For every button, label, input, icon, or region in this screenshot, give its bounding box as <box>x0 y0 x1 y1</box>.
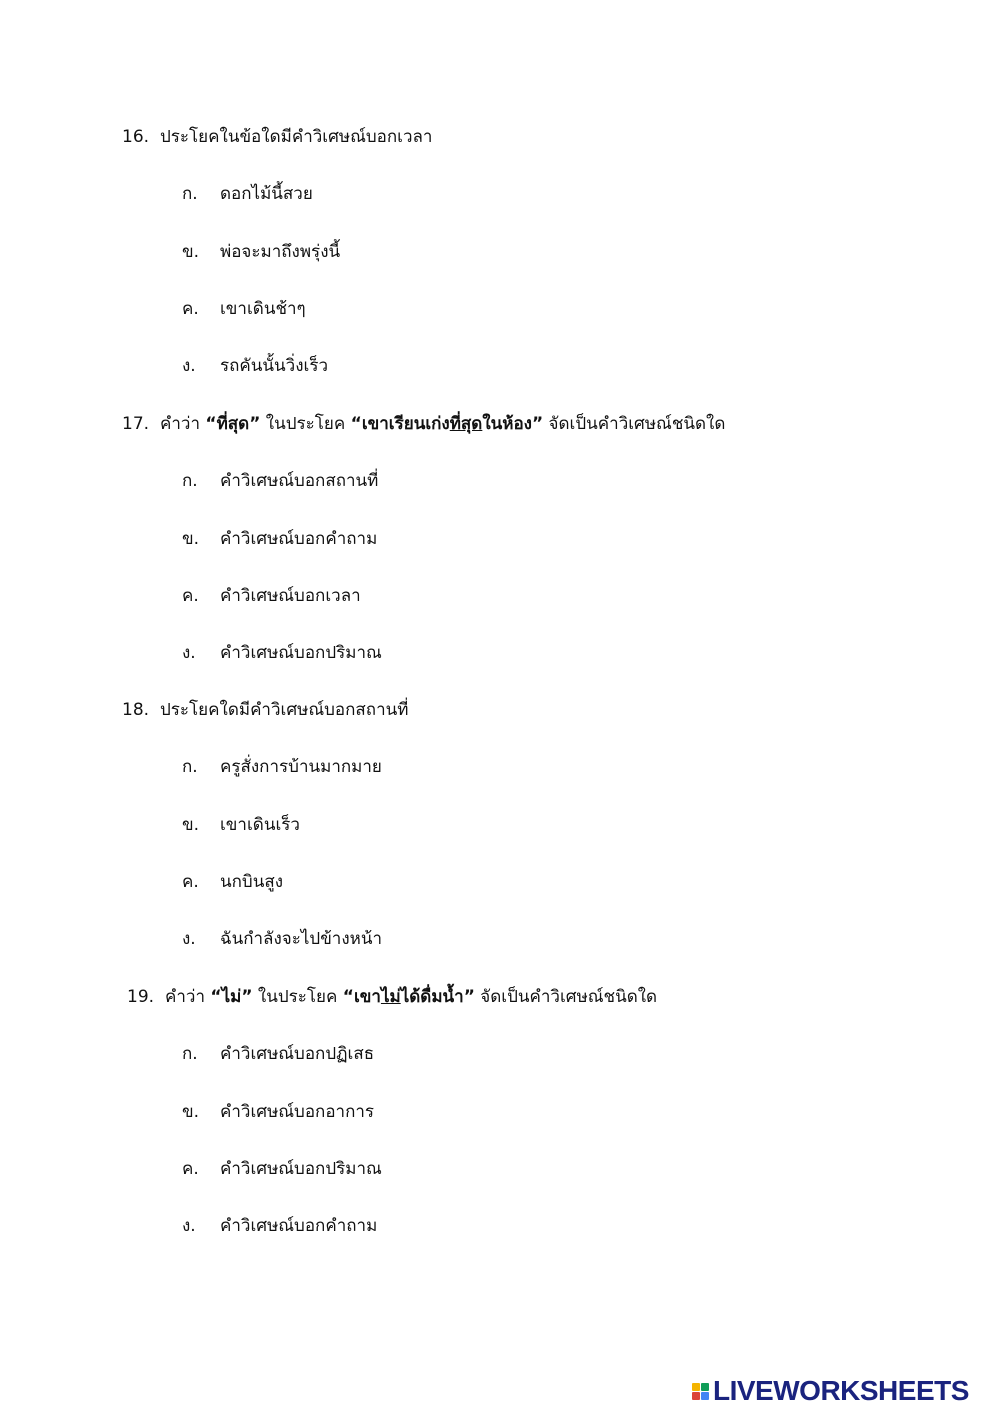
option-label: ค. <box>182 1159 199 1179</box>
answer-option[interactable] <box>182 469 378 493</box>
option-text: คำวิเศษณ์บอกคำถาม <box>220 1216 378 1236</box>
option-label: ง. <box>182 356 196 376</box>
answer-option[interactable] <box>182 1042 374 1066</box>
answer-option[interactable] <box>182 527 377 551</box>
question-17 <box>122 412 725 436</box>
option-text: เขาเดินเร็ว <box>220 815 300 835</box>
logo-square <box>692 1383 700 1391</box>
logo-squares-icon <box>692 1383 709 1400</box>
option-label: ข. <box>182 815 200 835</box>
option-text: รถคันนั้นวิ่งเร็ว <box>220 356 328 376</box>
question-number: 19. <box>127 987 155 1007</box>
question-text: ประโยคใดมีคำวิเศษณ์บอกสถานที่ <box>160 700 409 720</box>
option-label: ก. <box>182 757 198 777</box>
answer-option[interactable] <box>182 182 313 206</box>
option-text: ฉันกำลังจะไปข้างหน้า <box>220 929 383 949</box>
option-text: คำวิเศษณ์บอกปฏิเสธ <box>220 1044 375 1064</box>
option-label: ข. <box>182 529 200 549</box>
answer-option[interactable] <box>182 1157 382 1181</box>
option-label: ข. <box>182 1102 200 1122</box>
answer-option[interactable] <box>182 297 306 321</box>
option-label: ง. <box>182 1216 196 1236</box>
answer-option[interactable] <box>182 354 328 378</box>
answer-option[interactable] <box>182 813 300 837</box>
option-text: นกบินสูง <box>220 872 284 892</box>
answer-option[interactable] <box>182 240 340 264</box>
answer-option[interactable] <box>182 870 283 894</box>
option-text: คำวิเศษณ์บอกอาการ <box>220 1102 375 1122</box>
logo-text: LIVEWORKSHEETS <box>713 1375 969 1406</box>
logo-square <box>701 1392 709 1400</box>
question-19 <box>127 985 657 1009</box>
question-18 <box>122 698 408 722</box>
answer-option[interactable] <box>182 927 382 951</box>
option-text: ครูสั่งการบ้านมากมาย <box>220 757 382 777</box>
question-text: คำว่า “ที่สุด” ในประโยค “เขาเรียนเก่งที่สุดในห้อง” จัดเป็นคำวิเศษณ์ชนิดใด <box>160 414 726 434</box>
answer-option[interactable] <box>182 755 382 779</box>
answer-option[interactable] <box>182 641 382 665</box>
option-label: ง. <box>182 643 196 663</box>
option-label: ค. <box>182 872 199 892</box>
option-text: พ่อจะมาถึงพรุ่งนี้ <box>220 242 341 262</box>
option-text: ดอกไม้นี้สวย <box>220 184 313 204</box>
option-text: คำวิเศษณ์บอกคำถาม <box>220 529 378 549</box>
answer-option[interactable] <box>182 1100 374 1124</box>
option-label: ก. <box>182 1044 198 1064</box>
question-number: 18. <box>122 700 150 720</box>
answer-option[interactable] <box>182 584 361 608</box>
answer-option[interactable] <box>182 1214 377 1238</box>
option-label: ค. <box>182 586 199 606</box>
question-text: คำว่า “ไม่” ในประโยค “เขาไม่ได้ดื่มน้ำ” จัดเป็นคำวิเศษณ์ชนิดใด <box>165 987 658 1007</box>
logo-square <box>692 1392 700 1400</box>
question-number: 17. <box>122 414 150 434</box>
option-text: คำวิเศษณ์บอกสถานที่ <box>220 471 379 491</box>
option-label: ก. <box>182 184 198 204</box>
option-text: คำวิเศษณ์บอกปริมาณ <box>220 1159 382 1179</box>
option-text: เขาเดินช้าๆ <box>220 299 306 319</box>
option-text: คำวิเศษณ์บอกเวลา <box>220 586 361 606</box>
option-label: ง. <box>182 929 196 949</box>
option-label: ค. <box>182 299 199 319</box>
option-text: คำวิเศษณ์บอกปริมาณ <box>220 643 382 663</box>
question-number: 16. <box>122 127 150 147</box>
logo-square <box>701 1383 709 1391</box>
option-label: ข. <box>182 242 200 262</box>
liveworksheets-logo <box>692 1376 969 1406</box>
question-text: ประโยคในข้อใดมีคำวิเศษณ์บอกเวลา <box>160 127 433 147</box>
question-16 <box>122 125 432 149</box>
option-label: ก. <box>182 471 198 491</box>
